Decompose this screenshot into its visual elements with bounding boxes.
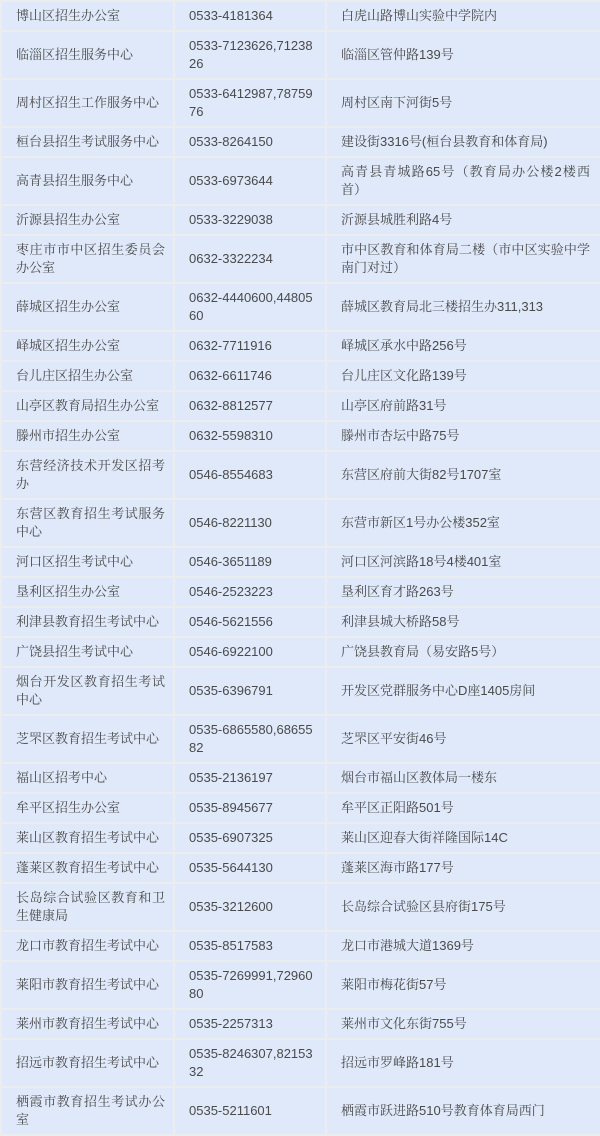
phone-cell: 0535-2136197 — [174, 763, 326, 793]
table-row — [1, 283, 600, 331]
address-cell: 芝罘区平安街46号 — [326, 715, 600, 763]
contact-table-body — [1, 1, 600, 1135]
table-row — [1, 451, 600, 499]
office-cell: 山亭区教育局招生办公室 — [1, 391, 174, 421]
table-row — [1, 961, 600, 1009]
office-cell: 桓台县招生考试服务中心 — [1, 127, 174, 157]
address-cell: 垦利区育才路263号 — [326, 577, 600, 607]
address-cell: 台儿庄区文化路139号 — [326, 361, 600, 391]
phone-cell: 0535-5644130 — [174, 853, 326, 883]
address-cell: 莱山区迎春大街祥隆国际14C — [326, 823, 600, 853]
address-cell: 河口区河滨路18号4楼401室 — [326, 547, 600, 577]
phone-cell: 0535-6907325 — [174, 823, 326, 853]
table-row — [1, 853, 600, 883]
table-row — [1, 931, 600, 961]
phone-cell: 0533-7123626,7123826 — [174, 31, 326, 79]
address-cell: 沂源县城胜利路4号 — [326, 205, 600, 235]
address-cell: 薛城区教育局北三楼招生办311,313 — [326, 283, 600, 331]
office-cell: 利津县教育招生考试中心 — [1, 607, 174, 637]
address-cell: 利津县城大桥路58号 — [326, 607, 600, 637]
phone-cell: 0535-2257313 — [174, 1009, 326, 1039]
table-row — [1, 823, 600, 853]
table-row — [1, 331, 600, 361]
table-row — [1, 391, 600, 421]
address-cell: 峄城区承水中路256号 — [326, 331, 600, 361]
office-cell: 东营区教育招生考试服务中心 — [1, 499, 174, 547]
table-row — [1, 421, 600, 451]
phone-cell: 0632-6611746 — [174, 361, 326, 391]
address-cell: 烟台市福山区教体局一楼东 — [326, 763, 600, 793]
phone-cell: 0546-2523223 — [174, 577, 326, 607]
phone-cell: 0632-5598310 — [174, 421, 326, 451]
phone-cell: 0535-7269991,7296080 — [174, 961, 326, 1009]
address-cell: 牟平区正阳路501号 — [326, 793, 600, 823]
phone-cell: 0535-8945677 — [174, 793, 326, 823]
office-cell: 台儿庄区招生办公室 — [1, 361, 174, 391]
office-cell: 沂源县招生办公室 — [1, 205, 174, 235]
table-row — [1, 235, 600, 283]
table-row — [1, 715, 600, 763]
address-cell: 招远市罗峰路181号 — [326, 1039, 600, 1087]
address-cell: 白虎山路博山实验中学院内 — [326, 1, 600, 31]
table-row — [1, 577, 600, 607]
phone-cell: 0546-6922100 — [174, 637, 326, 667]
phone-cell: 0546-3651189 — [174, 547, 326, 577]
table-row — [1, 1039, 600, 1087]
office-cell: 临淄区招生服务中心 — [1, 31, 174, 79]
office-cell: 福山区招考中心 — [1, 763, 174, 793]
phone-cell: 0546-5621556 — [174, 607, 326, 637]
table-row — [1, 31, 600, 79]
address-cell: 东营区府前大街82号1707室 — [326, 451, 600, 499]
office-cell: 周村区招生工作服务中心 — [1, 79, 174, 127]
address-cell: 蓬莱区海市路177号 — [326, 853, 600, 883]
phone-cell: 0535-3212600 — [174, 883, 326, 931]
office-cell: 东营经济技术开发区招考办 — [1, 451, 174, 499]
office-cell: 莱阳市教育招生考试中心 — [1, 961, 174, 1009]
address-cell: 市中区教育和体育局二楼（市中区实验中学南门对过） — [326, 235, 600, 283]
phone-cell: 0535-8517583 — [174, 931, 326, 961]
phone-cell: 0546-8554683 — [174, 451, 326, 499]
table-row — [1, 1087, 600, 1135]
phone-cell: 0535-8246307,8215332 — [174, 1039, 326, 1087]
table-row — [1, 127, 600, 157]
phone-cell: 0533-4181364 — [174, 1, 326, 31]
phone-cell: 0533-8264150 — [174, 127, 326, 157]
office-cell: 牟平区招生办公室 — [1, 793, 174, 823]
office-cell: 枣庄市市中区招生委员会办公室 — [1, 235, 174, 283]
office-cell: 烟台开发区教育招生考试中心 — [1, 667, 174, 715]
office-cell: 峄城区招生办公室 — [1, 331, 174, 361]
address-cell: 滕州市杏坛中路75号 — [326, 421, 600, 451]
table-row — [1, 637, 600, 667]
address-cell: 高青县青城路65号（教育局办公楼2楼西首） — [326, 157, 600, 205]
phone-cell: 0632-8812577 — [174, 391, 326, 421]
table-row — [1, 1009, 600, 1039]
office-cell: 蓬莱区教育招生考试中心 — [1, 853, 174, 883]
office-cell: 莱州市教育招生考试中心 — [1, 1009, 174, 1039]
table-row — [1, 793, 600, 823]
phone-cell: 0533-3229038 — [174, 205, 326, 235]
office-cell: 栖霞市教育招生考试办公室 — [1, 1087, 174, 1135]
table-row — [1, 763, 600, 793]
office-cell: 龙口市教育招生考试中心 — [1, 931, 174, 961]
office-cell: 河口区招生考试中心 — [1, 547, 174, 577]
table-row — [1, 547, 600, 577]
table-row — [1, 205, 600, 235]
phone-cell: 0535-6396791 — [174, 667, 326, 715]
office-cell: 博山区招生办公室 — [1, 1, 174, 31]
table-row — [1, 1, 600, 31]
address-cell: 栖霞市跃进路510号教育体育局西门 — [326, 1087, 600, 1135]
office-cell: 芝罘区教育招生考试中心 — [1, 715, 174, 763]
address-cell: 周村区南下河街5号 — [326, 79, 600, 127]
table-row — [1, 157, 600, 205]
office-cell: 高青县招生服务中心 — [1, 157, 174, 205]
address-cell: 临淄区管仲路139号 — [326, 31, 600, 79]
address-cell: 东营市新区1号办公楼352室 — [326, 499, 600, 547]
phone-cell: 0546-8221130 — [174, 499, 326, 547]
table-row — [1, 79, 600, 127]
address-cell: 长岛综合试验区县府街175号 — [326, 883, 600, 931]
office-cell: 广饶县招生考试中心 — [1, 637, 174, 667]
phone-cell: 0632-7711916 — [174, 331, 326, 361]
office-cell: 长岛综合试验区教育和卫生健康局 — [1, 883, 174, 931]
phone-cell: 0533-6973644 — [174, 157, 326, 205]
address-cell: 开发区党群服务中心D座1405房间 — [326, 667, 600, 715]
address-cell: 山亭区府前路31号 — [326, 391, 600, 421]
address-cell: 莱阳市梅花街57号 — [326, 961, 600, 1009]
phone-cell: 0535-6865580,6865582 — [174, 715, 326, 763]
table-row — [1, 361, 600, 391]
table-row — [1, 667, 600, 715]
office-cell: 滕州市招生办公室 — [1, 421, 174, 451]
office-cell: 垦利区招生办公室 — [1, 577, 174, 607]
office-cell: 薛城区招生办公室 — [1, 283, 174, 331]
address-cell: 建设街3316号(桓台县教育和体育局) — [326, 127, 600, 157]
address-cell: 龙口市港城大道1369号 — [326, 931, 600, 961]
phone-cell: 0632-4440600,4480560 — [174, 283, 326, 331]
phone-cell: 0535-5211601 — [174, 1087, 326, 1135]
address-cell: 广饶县教育局（易安路5号） — [326, 637, 600, 667]
table-row — [1, 607, 600, 637]
office-cell: 莱山区教育招生考试中心 — [1, 823, 174, 853]
office-cell: 招远市教育招生考试中心 — [1, 1039, 174, 1087]
address-cell: 莱州市文化东街755号 — [326, 1009, 600, 1039]
table-row — [1, 883, 600, 931]
phone-cell: 0632-3322234 — [174, 235, 326, 283]
phone-cell: 0533-6412987,7875976 — [174, 79, 326, 127]
table-row — [1, 499, 600, 547]
